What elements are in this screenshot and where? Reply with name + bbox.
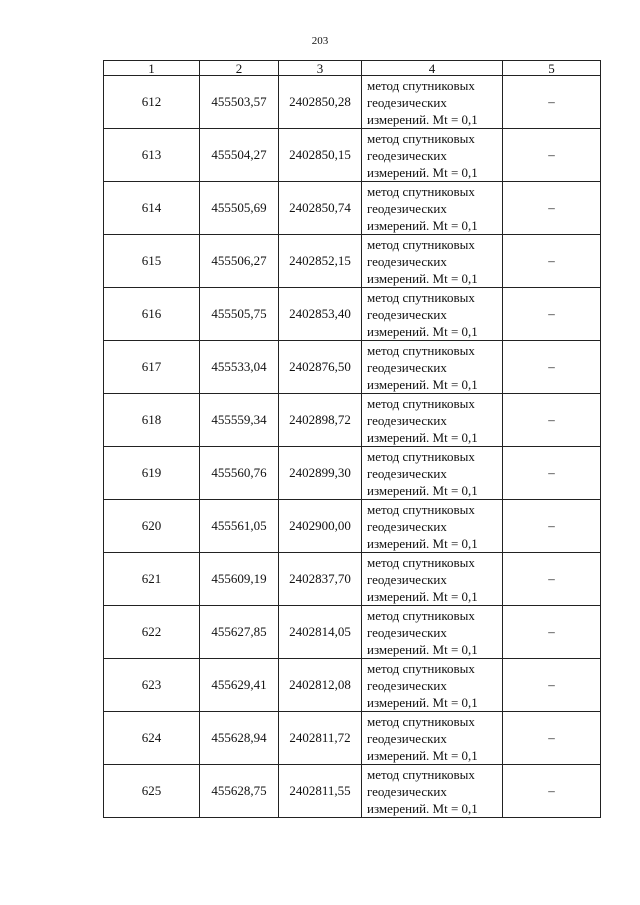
note-cell: – [503, 553, 601, 606]
y-coordinate-cell: 2402853,40 [279, 288, 362, 341]
method-line-3: измерений. Mt = 0,1 [367, 270, 478, 286]
x-coordinate-cell: 455504,27 [200, 129, 279, 182]
method-line-3: измерений. Mt = 0,1 [367, 641, 478, 657]
method-cell [362, 288, 503, 341]
method-cell [362, 659, 503, 712]
x-coordinate-cell: 455505,75 [200, 288, 279, 341]
method-line-1: метод спутниковых [367, 766, 475, 782]
point-number-cell: 619 [104, 447, 200, 500]
method-line-3: измерений. Mt = 0,1 [367, 535, 478, 551]
method-cell [362, 182, 503, 235]
table-header-row [104, 61, 601, 76]
method-cell [362, 447, 503, 500]
method-line-1: метод спутниковых [367, 77, 475, 93]
y-coordinate-cell: 2402899,30 [279, 447, 362, 500]
table-row [104, 288, 601, 341]
method-line-1: метод спутниковых [367, 607, 475, 623]
point-number-cell: 617 [104, 341, 200, 394]
y-coordinate-cell: 2402814,05 [279, 606, 362, 659]
method-line-2: геодезических [367, 306, 447, 322]
method-line-1: метод спутниковых [367, 130, 475, 146]
method-cell [362, 553, 503, 606]
point-number-cell: 622 [104, 606, 200, 659]
column-header-4: 4 [362, 61, 503, 76]
point-number-cell: 618 [104, 394, 200, 447]
method-line-2: геодезических [367, 783, 447, 799]
y-coordinate-cell: 2402850,15 [279, 129, 362, 182]
method-cell [362, 76, 503, 129]
method-cell [362, 500, 503, 553]
x-coordinate-cell: 455629,41 [200, 659, 279, 712]
y-coordinate-cell: 2402837,70 [279, 553, 362, 606]
method-line-3: измерений. Mt = 0,1 [367, 164, 478, 180]
method-line-2: геодезических [367, 200, 447, 216]
y-coordinate-cell: 2402852,15 [279, 235, 362, 288]
method-line-3: измерений. Mt = 0,1 [367, 217, 478, 233]
table-row [104, 341, 601, 394]
method-line-2: геодезических [367, 147, 447, 163]
table-row [104, 447, 601, 500]
table-row [104, 712, 601, 765]
y-coordinate-cell: 2402876,50 [279, 341, 362, 394]
method-line-1: метод спутниковых [367, 342, 475, 358]
x-coordinate-cell: 455506,27 [200, 235, 279, 288]
note-cell: – [503, 606, 601, 659]
method-cell [362, 341, 503, 394]
point-number-cell: 624 [104, 712, 200, 765]
method-line-1: метод спутниковых [367, 660, 475, 676]
table-row [104, 394, 601, 447]
method-cell [362, 765, 503, 818]
method-line-2: геодезических [367, 465, 447, 481]
method-line-2: геодезических [367, 412, 447, 428]
note-cell: – [503, 341, 601, 394]
table-row [104, 500, 601, 553]
method-cell [362, 606, 503, 659]
method-line-3: измерений. Mt = 0,1 [367, 429, 478, 445]
page-number: 203 [311, 35, 329, 47]
method-line-1: метод спутниковых [367, 501, 475, 517]
method-line-1: метод спутниковых [367, 183, 475, 199]
point-number-cell: 623 [104, 659, 200, 712]
y-coordinate-cell: 2402850,74 [279, 182, 362, 235]
note-cell: – [503, 288, 601, 341]
method-line-3: измерений. Mt = 0,1 [367, 482, 478, 498]
x-coordinate-cell: 455609,19 [200, 553, 279, 606]
point-number-cell: 614 [104, 182, 200, 235]
y-coordinate-cell: 2402811,72 [279, 712, 362, 765]
x-coordinate-cell: 455561,05 [200, 500, 279, 553]
x-coordinate-cell: 455628,94 [200, 712, 279, 765]
method-line-2: геодезических [367, 359, 447, 375]
table-row [104, 659, 601, 712]
method-line-3: измерений. Mt = 0,1 [367, 800, 478, 816]
method-line-3: измерений. Mt = 0,1 [367, 694, 478, 710]
coordinates-table [103, 60, 601, 818]
method-cell [362, 235, 503, 288]
column-header-1: 1 [104, 61, 200, 76]
note-cell: – [503, 712, 601, 765]
note-cell: – [503, 235, 601, 288]
y-coordinate-cell: 2402898,72 [279, 394, 362, 447]
table-row [104, 129, 601, 182]
method-line-2: геодезических [367, 518, 447, 534]
x-coordinate-cell: 455560,76 [200, 447, 279, 500]
method-cell [362, 712, 503, 765]
point-number-cell: 615 [104, 235, 200, 288]
table-row [104, 553, 601, 606]
note-cell: – [503, 76, 601, 129]
x-coordinate-cell: 455559,34 [200, 394, 279, 447]
note-cell: – [503, 659, 601, 712]
note-cell: – [503, 500, 601, 553]
column-header-5: 5 [503, 61, 601, 76]
method-line-3: измерений. Mt = 0,1 [367, 111, 478, 127]
x-coordinate-cell: 455503,57 [200, 76, 279, 129]
point-number-cell: 612 [104, 76, 200, 129]
point-number-cell: 613 [104, 129, 200, 182]
method-line-3: измерений. Mt = 0,1 [367, 376, 478, 392]
table-row [104, 182, 601, 235]
method-line-3: измерений. Mt = 0,1 [367, 747, 478, 763]
note-cell: – [503, 182, 601, 235]
method-line-1: метод спутниковых [367, 554, 475, 570]
method-line-1: метод спутниковых [367, 448, 475, 464]
method-line-2: геодезических [367, 94, 447, 110]
table-body [104, 76, 601, 818]
method-line-2: геодезических [367, 624, 447, 640]
method-line-1: метод спутниковых [367, 395, 475, 411]
column-header-3: 3 [279, 61, 362, 76]
table-row [104, 765, 601, 818]
method-line-3: измерений. Mt = 0,1 [367, 323, 478, 339]
x-coordinate-cell: 455533,04 [200, 341, 279, 394]
method-line-2: геодезических [367, 677, 447, 693]
method-cell [362, 394, 503, 447]
method-line-1: метод спутниковых [367, 289, 475, 305]
point-number-cell: 616 [104, 288, 200, 341]
table-row [104, 235, 601, 288]
method-cell [362, 129, 503, 182]
note-cell: – [503, 447, 601, 500]
point-number-cell: 625 [104, 765, 200, 818]
method-line-1: метод спутниковых [367, 236, 475, 252]
note-cell: – [503, 765, 601, 818]
y-coordinate-cell: 2402850,28 [279, 76, 362, 129]
method-line-2: геодезических [367, 730, 447, 746]
point-number-cell: 621 [104, 553, 200, 606]
x-coordinate-cell: 455627,85 [200, 606, 279, 659]
point-number-cell: 620 [104, 500, 200, 553]
method-line-2: геодезических [367, 571, 447, 587]
note-cell: – [503, 394, 601, 447]
x-coordinate-cell: 455505,69 [200, 182, 279, 235]
y-coordinate-cell: 2402811,55 [279, 765, 362, 818]
table-row [104, 606, 601, 659]
table-row [104, 76, 601, 129]
y-coordinate-cell: 2402812,08 [279, 659, 362, 712]
note-cell: – [503, 129, 601, 182]
column-header-2: 2 [200, 61, 279, 76]
x-coordinate-cell: 455628,75 [200, 765, 279, 818]
method-line-3: измерений. Mt = 0,1 [367, 588, 478, 604]
method-line-1: метод спутниковых [367, 713, 475, 729]
y-coordinate-cell: 2402900,00 [279, 500, 362, 553]
method-line-2: геодезических [367, 253, 447, 269]
